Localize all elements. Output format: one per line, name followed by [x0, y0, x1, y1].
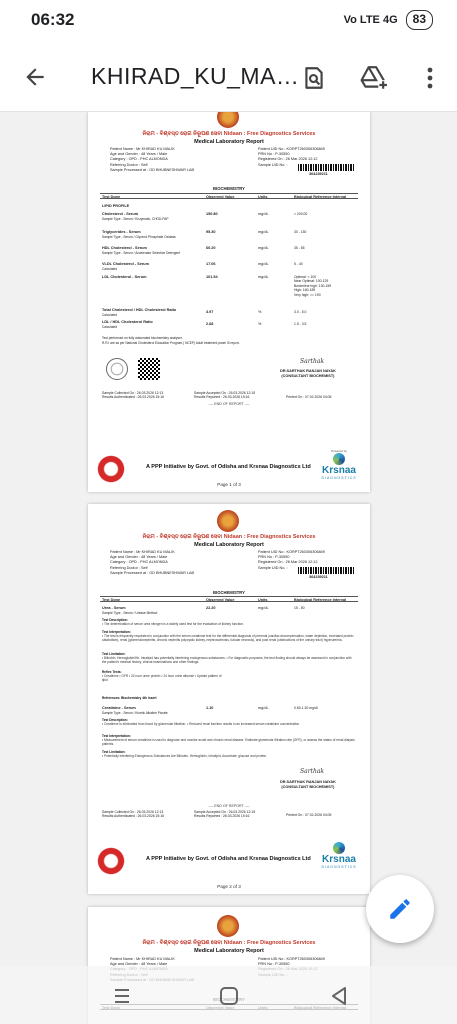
test-sub: Sample Type - Serum / Enzymatic, CHOD-PAP [102, 216, 169, 221]
test-unit: mg/dL [258, 706, 269, 710]
col-ref: Biological Reference Interval [294, 194, 347, 199]
sample-code: 364239211 [309, 575, 328, 579]
barcode [298, 164, 354, 171]
drive-add-icon [360, 65, 388, 91]
report-header-line: ନିରାମ - ବିଶ୍ବସ୍ତ ରୋଗ ନିରୂପଣ ସେବା Nidaan : Free Diagnostics Services [142, 131, 316, 137]
reflex-tests: Reflex Tests: • Creatinine • GFR • 24 hour urine protein • 24 hour urine albumin • Uptake pattern of lipid [102, 670, 222, 683]
ppp-text: A PPP Initiative by Govt. of Odisha and Krsnaa Diagnostics Ltd [146, 464, 311, 470]
report-title: Medical Laboratory Report [194, 542, 264, 548]
back-button[interactable] [18, 60, 52, 94]
table-row [102, 212, 168, 221]
document-title: KHIRAD_KU_MA… [91, 63, 300, 89]
ldl-ref-very-high: Very high: >= 190 [294, 292, 321, 297]
age-gender: Age and Gender : 48 Years / Male [110, 152, 168, 157]
test-unit: mg/dL [258, 275, 269, 279]
table-row [102, 320, 153, 329]
signature: Sarthak [300, 358, 325, 365]
accepted-info: Sample Accepted On : 26.03.2026 12:15 Results Reported : 26.03.2026 15:16 [194, 810, 256, 819]
ldl-ref-near-optimal: Near Optimal: 100-129 [294, 279, 329, 284]
test-ref: 30 - 150 [294, 230, 307, 234]
home-square-icon [218, 985, 240, 1007]
report-header-line: ନିରାମ - ବିଶ୍ବସ୍ତ ରୋଗ ନିରୂପଣ ସେବା Nidaan : Free Diagnostics Services [142, 940, 316, 946]
table-row [102, 275, 146, 280]
table-row [102, 230, 176, 239]
printed-info: Printed On : 07.02.2026 04:05 [286, 813, 332, 817]
ldl-ref-borderline: Borderline high: 130-159 [294, 283, 332, 288]
test-ref: 15 - 50 [294, 606, 305, 610]
test-interpretation: Test Interpretation: • The test is frequently requested in conjunction with the serum creatinine test for the differential diagnosis of prerenal (cardiac decompensation, water depletion, increased protein catabolism), renal (glomerulonephritis, chronic nephritis polycystic kidney, nephrosclerosis, tubular necrosis), and post renal (obstructions of the urinary tract) hyperuremia. [102, 630, 354, 643]
test-limitation: Test Limitation: • Bilirubin, Hemoglobin/Hb, Intralipid has potentially interfering endogenous substances. • For diagnostic purposes, the test finding should always be assessed in conjunction with the patient's medical history, clinical examinations and other findings. [102, 652, 352, 665]
qr-code [138, 358, 160, 380]
edit-fab-button[interactable] [366, 875, 434, 943]
recents-button[interactable] [108, 982, 136, 1010]
test-sub: Sample Type - Serum / Accelerator Selective Detergent [102, 250, 181, 255]
google-lens-icon [301, 65, 327, 91]
app-bar [0, 40, 457, 112]
test-ref: 0.60-1.30 mg/dl [294, 706, 318, 710]
test-description: Test Description: • Creatinine is eliminated from blood by glomerular filtration. • Reduced renal function results in an increased serum creatinine concentration. [102, 718, 301, 727]
google-lens-button[interactable] [296, 60, 332, 96]
doctor-name: DR.SARTHAK RANJAN NAYAK (CONSULTANT BIOCHEMIST) [280, 369, 336, 378]
test-name: LDL Cholesterol - Serum [102, 275, 147, 279]
pencil-icon [387, 896, 413, 922]
table-header [100, 193, 358, 199]
test-value: 2.68 [206, 322, 214, 326]
page-number: Page 1 of 3 [217, 482, 241, 487]
arrow-left-icon [22, 64, 48, 90]
lab-seal [106, 358, 128, 380]
table-row: Urea - Serum Sample Type - Serum / Urease Method [102, 606, 158, 615]
system-nav-bar [0, 966, 457, 1024]
test-value: 22.20 [206, 606, 216, 610]
nidaan-logo [217, 915, 239, 937]
test-unit: mg/dL [258, 246, 269, 250]
referring-doctor: Referring Doctor : Self [110, 162, 148, 167]
ldl-ref-optimal: Optimal: < 100 [294, 275, 317, 279]
test-ref: 35 - 65 [294, 246, 305, 250]
test-value: 150.80 [206, 212, 218, 216]
test-unit: % [258, 322, 262, 326]
note-line: R.R.I are as per National Cholesterol Education Program ( NCEP) Adult treatment panel III report. [102, 341, 240, 345]
test-unit: mg/dL [258, 230, 269, 234]
report-header-line: ନିରାମ - ବିଶ୍ବସ୍ତ ରୋଗ ନିରୂପଣ ସେବା Nidaan : Free Diagnostics Services [142, 534, 316, 540]
table-row [102, 262, 149, 271]
home-button[interactable] [215, 982, 243, 1010]
patient-info-left: Patient Name : Mr KHIRAD KU MALIK Age and Gender : 48 Years / Male Category : OPD - PHC ALMONDA Referring Doctor : Self Sample Processed at : OD BHUBNESHWAR LAB [110, 550, 195, 575]
category: Category : OPD - PHC ALMONDA [110, 157, 168, 162]
table-row: Creatinine - Serum Sample Type - Serum / Kinetic Alkaline Picrate [102, 706, 168, 715]
ldl-ref-high: High: 160-189 [294, 288, 316, 293]
odisha-health-logo [96, 846, 126, 876]
nidaan-logo [217, 510, 239, 532]
test-value: 60.20 [206, 246, 216, 250]
pdf-page-2 [88, 504, 370, 894]
test-ref [294, 275, 331, 297]
triangle-back-icon [329, 985, 349, 1007]
test-name: Triglycerides - Serum [102, 230, 141, 234]
add-to-drive-button[interactable] [356, 60, 392, 96]
more-options-button[interactable] [418, 60, 442, 96]
battery-indicator: 83 [406, 10, 433, 30]
end-of-report: ---- END OF REPORT ---- [208, 402, 250, 406]
accepted-info: Sample Accepted On : 26.03.2026 12:15 Results Reported : 26.03.2026 15:16 [194, 391, 256, 400]
odisha-health-logo [96, 454, 126, 484]
signature: Sarthak [300, 768, 325, 775]
test-name: Total Cholesterol / HDL Cholesterol Ratio [102, 308, 177, 312]
prn-number: PRN No : P-30550 [258, 152, 290, 157]
system-back-button[interactable] [325, 982, 353, 1010]
status-icons [344, 10, 433, 30]
profile-title: LIPID PROFILE [102, 204, 130, 208]
test-unit: mg/dL [258, 262, 269, 266]
references: References: Biochemistry 4th Insert [102, 696, 157, 700]
test-value: 3.97 [206, 310, 214, 314]
test-ref: < 200.00 [294, 212, 308, 216]
table-header: Test Done Observed Value Units Biological Reference Interval [100, 596, 358, 602]
test-name: LDL / HDL Cholesterol Ratio [102, 320, 153, 324]
test-sub: Calculated [102, 312, 118, 317]
patient-name: Patient Name : Mr KHIRAD KU MALIK [110, 147, 175, 151]
collection-info: Sample Collected On : 26.03.2026 12:13 Results Authenticated : 26.03.2026 15:16 [102, 810, 165, 819]
test-unit: mg/dL [258, 606, 269, 610]
menu-icon [112, 987, 132, 1005]
test-unit: % [258, 310, 262, 314]
note-line: Test performed on fully automated biochemistry analyser. [102, 336, 183, 340]
patient-info-right: Patient UID No : KORPT260306306849 PRN No : P-30550 [258, 957, 325, 967]
pdf-page-1 [88, 112, 370, 492]
test-name: HDL Cholesterol - Serum [102, 246, 147, 250]
krsnaa-logo: Powered by Krsnaa DIAGNOSTICS [321, 449, 357, 480]
network-indicator: Vo LTE 4G [343, 14, 398, 26]
col-units: Units [258, 194, 268, 199]
test-name: Cholesterol - Serum [102, 212, 139, 216]
test-description: Test Description: • The determination of serum urea nitrogen is a widely used test for the evaluation of kidney function. [102, 618, 244, 627]
report-title: Medical Laboratory Report [194, 948, 264, 954]
collection-info: Sample Collected On : 26.03.2026 12:13 Results Authenticated : 26.03.2026 15:16 [102, 391, 165, 400]
page-number: Page 2 of 3 [217, 884, 241, 889]
test-sub: Sample Type - Serum / Glycerol Phosphate Oxidase [102, 234, 176, 239]
test-value: 95.30 [206, 230, 216, 234]
ppp-footer: A PPP Initiative by Govt. of Odisha and Krsnaa Diagnostics Ltd Krsnaa DIAGNOSTICS [88, 842, 370, 884]
patient-info-right: Patient UID No : KORPT260306306849 PRN No : P-30550 Registered On : 26 Mar 2026 12:12 Sample UID No. : [258, 550, 325, 570]
col-test: Test Done [102, 194, 121, 199]
section-title: BIOCHEMISTRY [213, 590, 245, 595]
doctor-name: DR.SARTHAK RANJAN NAYAK (CONSULTANT BIOCHEMIST) [280, 780, 336, 789]
test-value: 101.54 [206, 275, 218, 279]
col-value: Observed Value [206, 194, 235, 199]
test-ref: 5 - 40 [294, 262, 303, 266]
test-sub: Calculated [102, 324, 118, 329]
krsnaa-logo: Krsnaa DIAGNOSTICS [318, 842, 360, 869]
table-row [102, 246, 180, 255]
registered-on: Registered On : 26 Mar 2026 12:12 [258, 157, 318, 162]
status-bar [0, 0, 457, 40]
end-of-report: ---- END OF REPORT ---- [208, 804, 250, 808]
barcode [298, 567, 354, 574]
sample-code: 364239211 [309, 172, 328, 176]
report-title: Medical Laboratory Report [194, 139, 264, 145]
patient-uid: Patient UID No : KORPT260306306849 [258, 147, 325, 151]
sample-uid: Sample UID No. : [258, 162, 288, 167]
test-sub: Calculated [102, 266, 118, 271]
sample-processed: Sample Processed at : OD BHUBNESHWAR LAB [110, 167, 195, 172]
test-ref: 1.5 - 3.5 [294, 322, 307, 326]
test-ref: 3.0 - 5.0 [294, 310, 307, 314]
printed-info: Printed On : 07.02.2026 04:05 [286, 395, 332, 399]
nidaan-logo [217, 112, 239, 128]
patient-info-left [110, 147, 194, 173]
test-unit: mg/dL [258, 212, 269, 216]
table-row [102, 308, 176, 317]
more-vert-icon [427, 67, 433, 89]
test-interpretation: Test Interpretation: • Measurement of serum creatinine is used to diagnose and monitor acute and chronic renal disease. Estimate glomerular filtration rate (GFR), or assess the status of renal dialysis patients. [102, 734, 355, 747]
section-title: BIOCHEMISTRY [213, 186, 245, 191]
test-value: 1.10 [206, 706, 214, 710]
status-time: 06:32 [31, 10, 75, 29]
patient-info-left: Patient Name : Mr KHIRAD KU MALIK Age and Gender : 48 Years / Male [110, 957, 175, 967]
test-name: VLDL Cholesterol - Serum [102, 262, 149, 266]
test-limitation: Test Limitation: • Potentially interfering Endogenous Substances Are Bilirubin, Hemoglobin, Intralipid, Ascorbate, glucose and protein. [102, 750, 268, 759]
test-value: 17.06 [206, 262, 216, 266]
